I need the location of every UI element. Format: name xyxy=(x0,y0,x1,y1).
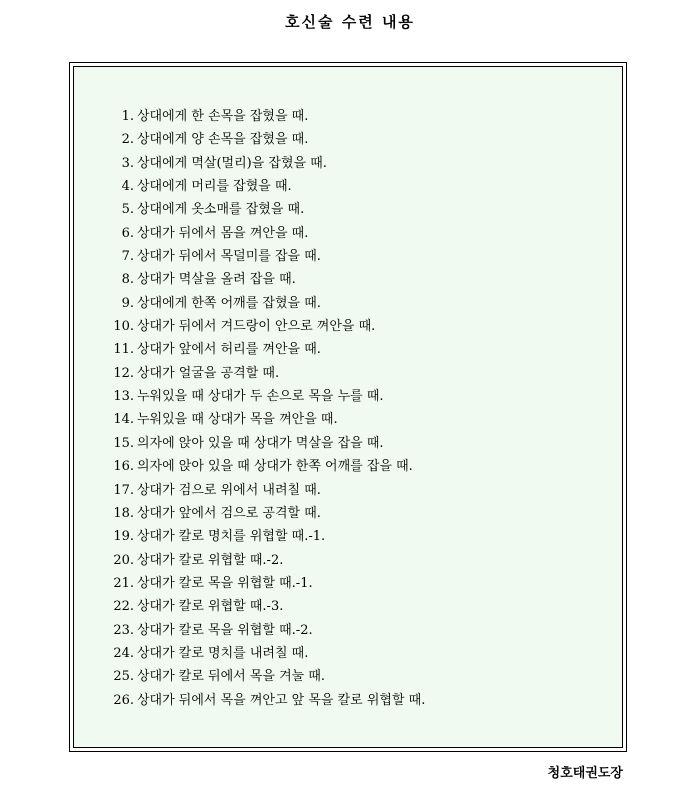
list-item xyxy=(110,455,425,478)
list-item xyxy=(110,549,425,572)
item-number: 3. xyxy=(121,155,134,171)
item-number: 15. xyxy=(113,435,134,451)
item-number: 23. xyxy=(113,622,134,638)
list-item xyxy=(110,292,425,315)
item-number: 11. xyxy=(113,342,134,358)
item-number: 20. xyxy=(113,552,134,568)
item-number: 13. xyxy=(113,389,134,405)
list-item xyxy=(110,689,425,712)
list-item xyxy=(110,105,425,128)
list-item xyxy=(110,268,425,291)
item-text: 의자에 앉아 있을 때 상대가 멱살을 잡을 때. xyxy=(137,435,384,451)
item-text: 상대가 멱살을 올려 잡을 때. xyxy=(137,272,296,288)
item-number: 16. xyxy=(113,459,134,475)
list-item xyxy=(110,338,425,361)
item-text: 상대가 칼로 명치를 내려칠 때. xyxy=(137,645,309,661)
item-text: 상대가 뒤에서 목을 껴안고 앞 목을 칼로 위협할 때. xyxy=(137,692,426,708)
item-text: 상대가 칼로 목을 위협할 때.-1. xyxy=(137,575,313,591)
school-name: 청호태권도장 xyxy=(547,766,623,781)
list-item xyxy=(110,665,425,688)
list-item xyxy=(110,619,425,642)
item-number: 22. xyxy=(113,599,134,615)
list-item xyxy=(110,479,425,502)
item-number: 5. xyxy=(121,202,134,218)
item-text: 상대가 앞에서 검으로 공격할 때. xyxy=(137,505,321,521)
item-text: 상대가 칼로 명치를 위협할 때.-1. xyxy=(137,529,326,545)
list-item xyxy=(110,642,425,665)
item-number: 2. xyxy=(121,132,134,148)
item-text: 상대가 칼로 위협할 때.-2. xyxy=(137,552,284,568)
list-item xyxy=(110,152,425,175)
list-item xyxy=(110,362,425,385)
list-item xyxy=(110,408,425,431)
page-title: 호신술 수련 내용 xyxy=(285,13,415,31)
item-number: 8. xyxy=(121,272,134,288)
item-number: 1. xyxy=(121,109,134,124)
item-text: 상대가 칼로 위협할 때.-3. xyxy=(137,599,284,615)
item-text: 상대에게 멱살(멀리)을 잡혔을 때. xyxy=(137,155,327,171)
item-number: 12. xyxy=(113,365,134,381)
content-frame xyxy=(69,62,627,752)
item-text: 상대에게 옷소매를 잡혔을 때. xyxy=(137,202,305,218)
item-number: 9. xyxy=(121,295,134,311)
list-item xyxy=(110,198,425,221)
item-number: 14. xyxy=(113,412,134,428)
item-number: 17. xyxy=(113,482,134,498)
item-text: 누워있을 때 상대가 두 손으로 목을 누를 때. xyxy=(137,389,384,405)
item-text: 상대에게 한쪽 어깨를 잡혔을 때. xyxy=(137,295,321,311)
item-text: 상대가 뒤에서 목덜미를 잡을 때. xyxy=(137,249,321,265)
item-text: 상대가 뒤에서 겨드랑이 안으로 껴안을 때. xyxy=(137,319,376,335)
item-text: 상대에게 머리를 잡혔을 때. xyxy=(137,179,292,195)
item-text: 상대에게 한 손목을 잡혔을 때. xyxy=(137,109,309,124)
item-number: 7. xyxy=(121,249,134,265)
list-item xyxy=(110,525,425,548)
item-text: 상대가 앞에서 허리를 껴안을 때. xyxy=(137,342,321,358)
list-item xyxy=(110,175,425,198)
list-item xyxy=(110,595,425,618)
item-number: 26. xyxy=(113,692,134,708)
item-number: 25. xyxy=(113,669,134,685)
item-text: 상대에게 양 손목을 잡혔을 때. xyxy=(137,132,309,148)
list-item xyxy=(110,315,425,338)
list-item xyxy=(110,245,425,268)
list-item xyxy=(110,128,425,151)
item-number: 19. xyxy=(113,529,134,545)
technique-list xyxy=(110,105,425,712)
item-number: 18. xyxy=(113,505,134,521)
list-item xyxy=(110,502,425,525)
item-text: 상대가 검으로 위에서 내려칠 때. xyxy=(137,482,321,498)
item-number: 24. xyxy=(113,645,134,661)
content-panel xyxy=(73,66,623,748)
list-item xyxy=(110,385,425,408)
item-number: 21. xyxy=(113,575,134,591)
item-number: 6. xyxy=(121,225,134,241)
item-number: 10. xyxy=(113,319,134,335)
item-number: 4. xyxy=(121,179,134,195)
list-item xyxy=(110,432,425,455)
item-text: 의자에 앉아 있을 때 상대가 한쪽 어깨를 잡을 때. xyxy=(137,459,413,475)
list-item xyxy=(110,222,425,245)
item-text: 누워있을 때 상대가 목을 껴안을 때. xyxy=(137,412,338,428)
list-item xyxy=(110,572,425,595)
item-text: 상대가 칼로 목을 위협할 때.-2. xyxy=(137,622,313,638)
item-text: 상대가 뒤에서 몸을 껴안을 때. xyxy=(137,225,309,241)
item-text: 상대가 얼굴을 공격할 때. xyxy=(137,365,280,381)
item-text: 상대가 칼로 뒤에서 목을 겨눌 때. xyxy=(137,669,326,685)
